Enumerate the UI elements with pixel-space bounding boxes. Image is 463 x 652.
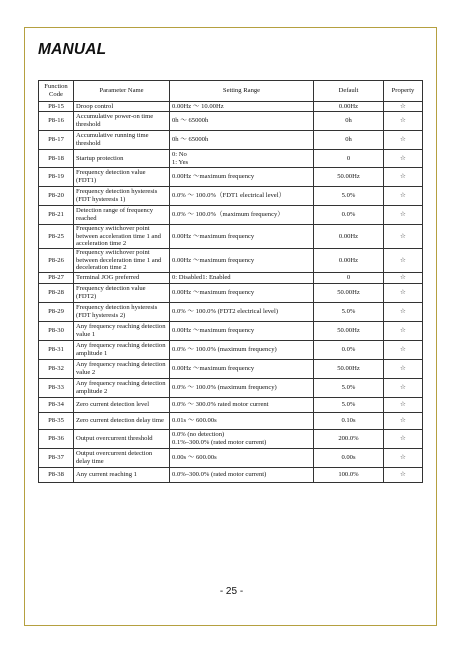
cell-setting-range: 0.00Hz ～maximum frequency [170, 360, 314, 379]
cell-function-code: P8-36 [39, 430, 74, 449]
cell-setting-range: 0.00Hz ～maximum frequency [170, 322, 314, 341]
cell-parameter-name: Frequency detection value (FDT2) [74, 284, 170, 303]
table-row [39, 102, 423, 112]
cell-default: 0h [314, 112, 384, 131]
cell-parameter-name: Accumulative running time threshold [74, 131, 170, 150]
cell-parameter-name: Any frequency reaching detection value 2 [74, 360, 170, 379]
cell-default: 50.00Hz [314, 322, 384, 341]
cell-setting-range: 0: Disabled1: Enabled [170, 273, 314, 284]
page-number: - 25 - [219, 586, 244, 597]
cell-setting-range: 0.01s ～ 600.00s [170, 413, 314, 430]
cell-setting-range: 0.0% ～ 100.0% (maximum frequency) [170, 379, 314, 398]
header-property: Property [384, 81, 423, 102]
cell-property: ☆ [384, 360, 423, 379]
cell-property: ☆ [384, 413, 423, 430]
table-row [39, 273, 423, 284]
cell-default: 200.0% [314, 430, 384, 449]
cell-setting-range: 0h ～ 65000h [170, 131, 314, 150]
cell-property: ☆ [384, 379, 423, 398]
cell-default: 50.00Hz [314, 168, 384, 187]
cell-property: ☆ [384, 206, 423, 225]
cell-setting-range: 0.0% ～ 300.0% rated motor current [170, 398, 314, 413]
cell-parameter-name: Zero current detection level [74, 398, 170, 413]
table-row [39, 398, 423, 413]
table-row [39, 341, 423, 360]
cell-default: 0.00s [314, 449, 384, 468]
cell-property: ☆ [384, 303, 423, 322]
cell-default: 0.10s [314, 413, 384, 430]
cell-property: ☆ [384, 187, 423, 206]
table-row [39, 131, 423, 150]
cell-setting-range: 0.0% ～ 100.0%（FDT1 electrical level） [170, 187, 314, 206]
cell-default: 0 [314, 150, 384, 168]
cell-function-code: P8-25 [39, 225, 74, 249]
cell-default: 5.0% [314, 398, 384, 413]
cell-function-code: P8-19 [39, 168, 74, 187]
cell-function-code: P8-20 [39, 187, 74, 206]
cell-setting-range: 0.0% ～ 100.0% (FDT2 electrical level) [170, 303, 314, 322]
cell-parameter-name: Any frequency reaching detection amplitude 1 [74, 341, 170, 360]
cell-default: 5.0% [314, 187, 384, 206]
cell-function-code: P8-21 [39, 206, 74, 225]
table-row [39, 187, 423, 206]
cell-function-code: P8-16 [39, 112, 74, 131]
cell-function-code: P8-38 [39, 468, 74, 483]
cell-property: ☆ [384, 430, 423, 449]
cell-setting-range: 0.0% (no detection) 0.1%–300.0% (rated motor current) [170, 430, 314, 449]
cell-function-code: P8-35 [39, 413, 74, 430]
table-row [39, 430, 423, 449]
cell-function-code: P8-34 [39, 398, 74, 413]
table-row [39, 449, 423, 468]
cell-parameter-name: Frequency detection value (FDT1) [74, 168, 170, 187]
cell-parameter-name: Output overcurrent detection delay time [74, 449, 170, 468]
cell-parameter-name: Any current reaching 1 [74, 468, 170, 483]
cell-property: ☆ [384, 449, 423, 468]
cell-setting-range: 0.00Hz ～ 10.00Hz [170, 102, 314, 112]
cell-setting-range: 0.0%–300.0% (rated motor current) [170, 468, 314, 483]
table-row [39, 112, 423, 131]
table-row [39, 168, 423, 187]
cell-parameter-name: Frequency detection hysteresis (FDT hysteresis 1) [74, 187, 170, 206]
cell-parameter-name: Frequency switchover point between deceleration time 1 and deceleration time 2 [74, 249, 170, 273]
cell-parameter-name: Any frequency reaching detection value 1 [74, 322, 170, 341]
cell-parameter-name: Frequency detection hysteresis (FDT hysteresis 2) [74, 303, 170, 322]
cell-default: 50.00Hz [314, 360, 384, 379]
cell-setting-range: 0.00Hz ～maximum frequency [170, 225, 314, 249]
cell-setting-range: 0.00Hz ～maximum frequency [170, 168, 314, 187]
cell-setting-range: 0.00Hz ～maximum frequency [170, 284, 314, 303]
cell-property: ☆ [384, 273, 423, 284]
cell-parameter-name: Zero current detection delay time [74, 413, 170, 430]
header-default: Default [314, 81, 384, 102]
cell-default: 5.0% [314, 379, 384, 398]
cell-function-code: P8-18 [39, 150, 74, 168]
cell-parameter-name: Accumulative power-on time threshold [74, 112, 170, 131]
table-row [39, 284, 423, 303]
cell-parameter-name: Any frequency reaching detection amplitude 2 [74, 379, 170, 398]
cell-property: ☆ [384, 249, 423, 273]
cell-default: 0.0% [314, 206, 384, 225]
cell-function-code: P8-17 [39, 131, 74, 150]
cell-function-code: P8-31 [39, 341, 74, 360]
table-row [39, 303, 423, 322]
cell-function-code: P8-27 [39, 273, 74, 284]
cell-default: 0h [314, 131, 384, 150]
table-row [39, 249, 423, 273]
cell-property: ☆ [384, 284, 423, 303]
table-header-row [39, 81, 423, 102]
cell-function-code: P8-29 [39, 303, 74, 322]
cell-function-code: P8-26 [39, 249, 74, 273]
table-row [39, 225, 423, 249]
cell-setting-range: 0: No 1: Yes [170, 150, 314, 168]
cell-function-code: P8-32 [39, 360, 74, 379]
table-row [39, 360, 423, 379]
cell-property: ☆ [384, 398, 423, 413]
cell-function-code: P8-28 [39, 284, 74, 303]
cell-property: ☆ [384, 112, 423, 131]
cell-setting-range: 0.00s ～ 600.00s [170, 449, 314, 468]
cell-parameter-name: Terminal JOG preferred [74, 273, 170, 284]
cell-property: ☆ [384, 102, 423, 112]
cell-parameter-name: Droop control [74, 102, 170, 112]
cell-setting-range: 0.0% ～ 100.0% (maximum frequency) [170, 341, 314, 360]
cell-setting-range: 0.00Hz ～maximum frequency [170, 249, 314, 273]
cell-parameter-name: Output overcurrent threshold [74, 430, 170, 449]
header-function-code: Function Code [39, 81, 74, 102]
cell-default: 100.0% [314, 468, 384, 483]
cell-property: ☆ [384, 168, 423, 187]
cell-property: ☆ [384, 322, 423, 341]
manual-title: MANUAL [38, 41, 107, 58]
cell-parameter-name: Startup protection [74, 150, 170, 168]
cell-property: ☆ [384, 468, 423, 483]
cell-function-code: P8-37 [39, 449, 74, 468]
cell-default: 0.00Hz [314, 102, 384, 112]
table-row [39, 468, 423, 483]
cell-default: 0.00Hz [314, 249, 384, 273]
cell-parameter-name: Detection range of frequency reached [74, 206, 170, 225]
header-setting-range: Setting Range [170, 81, 314, 102]
cell-property: ☆ [384, 150, 423, 168]
parameter-table [38, 80, 423, 483]
header-parameter-name: Parameter Name [74, 81, 170, 102]
table-body [39, 102, 423, 483]
cell-setting-range: 0h ～ 65000h [170, 112, 314, 131]
cell-function-code: P8-33 [39, 379, 74, 398]
cell-property: ☆ [384, 225, 423, 249]
table-row [39, 413, 423, 430]
cell-property: ☆ [384, 341, 423, 360]
cell-default: 0 [314, 273, 384, 284]
table-row [39, 150, 423, 168]
table-row [39, 379, 423, 398]
table-row [39, 206, 423, 225]
cell-property: ☆ [384, 131, 423, 150]
cell-function-code: P8-30 [39, 322, 74, 341]
cell-default: 0.0% [314, 341, 384, 360]
cell-function-code: P8-15 [39, 102, 74, 112]
cell-default: 0.00Hz [314, 225, 384, 249]
cell-default: 50.00Hz [314, 284, 384, 303]
cell-default: 5.0% [314, 303, 384, 322]
cell-setting-range: 0.0% ～ 100.0%（maximum frequency） [170, 206, 314, 225]
table-row [39, 322, 423, 341]
cell-parameter-name: Frequency switchover point between acceleration time 1 and acceleration time 2 [74, 225, 170, 249]
